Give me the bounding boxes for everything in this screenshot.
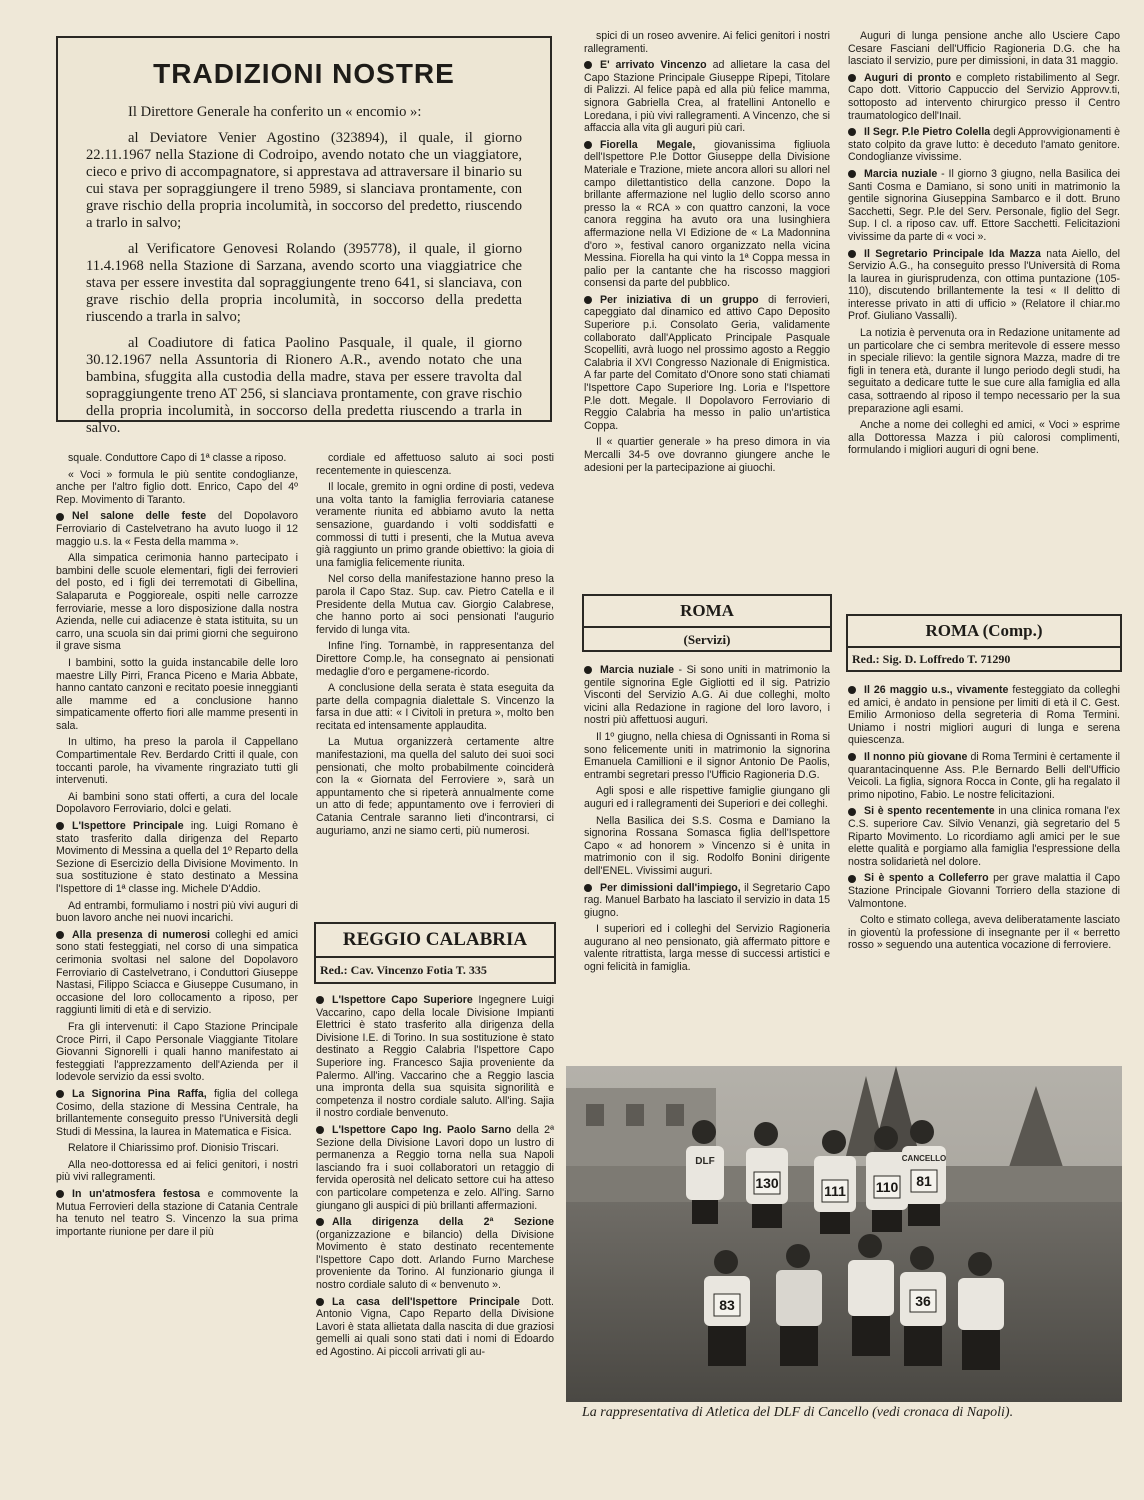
news-lead: Il nonno più giovane bbox=[864, 750, 968, 763]
bullet-icon bbox=[848, 74, 856, 82]
news-text: del Dopolavoro Ferroviario di Castelvetrano ha avuto luogo il 12 maggio u.s. la « Festa della mamma ». bbox=[56, 510, 299, 548]
column-3 bbox=[584, 30, 830, 584]
news-text: della 2ª Sezione della Divisione Lavori dopo un lustro di permanenza a Reggio torna nella sua Napoli lasciando fra i suoi collaboratori un retaggio di fervida operosità nel delicato settore cui ha atteso con particolare competenza e zelo. All'ing. Sarno giungano gli auspici di più brillanti affermazioni. bbox=[316, 1123, 554, 1212]
news-item bbox=[584, 882, 830, 920]
news-lead: Marcia nuziale bbox=[864, 167, 938, 180]
news-lead: Si è spento a Colleferro bbox=[864, 872, 989, 885]
news-item bbox=[316, 1296, 554, 1359]
tradizioni-nostre-box bbox=[56, 36, 552, 436]
news-text: (organizzazione e bilancio) della Divisione Movimento è stato destinato recentemente l'Ispettore Capo dott. Arlando Furno Marchese proveniente da Torino. Al funzionario giunga il nostro cordiale saluto di « benvenuto ». bbox=[316, 1228, 554, 1292]
tradizioni-encomio-2: al Verificatore Genovesi Rolando (395778), il quale, il giorno 11.4.1968 nella Stazione di Sarzana, avendo scorto una viaggiatrice che stava per essere investita dal sopraggiungente treno 641, si slanciava, con grave rischio della propria incolumità, in soccorso della predetta riuscendo a trarla in salvo; bbox=[86, 241, 522, 325]
news-text: degli Approvvigionamenti è stato colpito da grave lutto: è deceduto l'amato genitore. Condoglianze vivissime. bbox=[848, 126, 1121, 164]
news-item bbox=[56, 929, 298, 1017]
news-text: di Roma Termini è certamente il quarantacinquenne Ass. P.le Bernardo Belli dell'Ufficio Veicoli. La figlia, signora Rocca in Conte, gli ha regalato il primo nipotino, Fabio. Le nostre felicitazioni. bbox=[848, 750, 1120, 801]
roma-servizi-column bbox=[584, 664, 830, 1060]
bullet-icon bbox=[56, 1190, 64, 1198]
news-lead: Marcia nuziale bbox=[600, 664, 675, 676]
bullet-icon bbox=[848, 170, 856, 178]
news-text: Dott. Antonio Vigna, Capo Reparto della Divisione Lavori è stata allietata dalla nascita di due graziosi gemelli ai quali sono stati dati i nomi di Edoardo ed Agostino. Ai piccoli arrivati gli au- bbox=[316, 1295, 554, 1359]
bullet-icon bbox=[848, 808, 856, 816]
tradizioni-encomio-3: al Coadiutore di fatica Paolino Pasquale, il quale, il giorno 30.12.1967 nella Assuntoria di Rionero A.R., avendo notato che una bambina, sfuggita alla custodia della madre, stava per essere travolta dal sopraggiungente treno AT 256, si slanciava prontamente, con grave rischio della propria incolumità, in soccorso della predetta riuscendo a trarla in salvo. bbox=[86, 335, 522, 436]
bib-number: 110 bbox=[875, 1179, 899, 1195]
bullet-icon bbox=[56, 1090, 64, 1098]
news-lead: L'Ispettore Capo Ing. Paolo Sarno bbox=[332, 1123, 512, 1136]
news-item bbox=[584, 139, 830, 290]
column-4 bbox=[848, 30, 1120, 604]
news-text: festeggiato da colleghi ed amici, è andato in pensione per limiti di età il C. Gest. Emilio Armonioso della segreteria di Roma Termini. Uniamo i nostri migliori auguri di lunga e serena quiescenza. bbox=[848, 684, 1121, 747]
paragraph: Alla neo-dottoressa ed ai felici genitori, i nostri più vivi rallegramenti. bbox=[56, 1158, 298, 1184]
bib-number: 130 bbox=[755, 1175, 779, 1191]
news-lead: Alla presenza di numerosi bbox=[72, 928, 211, 941]
news-lead: La Signorina Pina Raffa, bbox=[72, 1087, 207, 1100]
bullet-icon bbox=[316, 1126, 324, 1134]
jersey-letters: DLF bbox=[695, 1156, 715, 1167]
paragraph: I bambini, sotto la guida instancabile delle loro maestre Lilly Pirri, Franca Piceno e Maria Abbate, hanno cantato canzoni e recitato poesie inneggianti alle mamme ed a conclusione hanno simpaticamente offerto fiori alle mamme presenti in sala. bbox=[56, 656, 298, 732]
column-1 bbox=[56, 452, 298, 1496]
paragraph: Ai bambini sono stati offerti, a cura del locale Dopolavoro Ferroviario, dolci e gelati. bbox=[56, 790, 298, 816]
news-item bbox=[56, 510, 298, 548]
news-item bbox=[584, 294, 830, 433]
section-editor: Red.: Cav. Vincenzo Fotia T. 335 bbox=[316, 956, 554, 982]
paragraph: Nel corso della manifestazione hanno preso la parola il Capo Staz. Sup. cav. Pietro Catella e il Presidente della Mutua cav. Giorgio Calabrese, che hanno porto ai soci pensionati l'augurio fervido di lunga vita. bbox=[316, 573, 554, 636]
news-item bbox=[848, 248, 1120, 324]
window bbox=[626, 1104, 644, 1126]
paragraph: squale. Conduttore Capo di 1ª classe a riposo. bbox=[68, 452, 287, 464]
news-item bbox=[584, 59, 830, 135]
paragraph: Auguri di lunga pensione anche allo Usciere Capo Cesare Fasciani dell'Ufficio Ragioneria D.G. che ha lasciato il servizio, pure per dimissioni, in data 31 maggio. bbox=[848, 30, 1120, 68]
news-text: figlia del collega Cosimo, della stazione di Messina Centrale, ha brillantemente conseguito presso l'Università degli Studi di Messina, la laurea in Matematica e Fisica. bbox=[56, 1087, 298, 1138]
paragraph: In ultimo, ha preso la parola il Cappellano Compartimentale Rev. Berdardo Critti il quale, con toccanti parole, ha vivamente ringraziato tutti gli intervenuti. bbox=[56, 736, 298, 787]
news-text: - Si sono uniti in matrimonio la gentile signorina Egle Gigliotti ed il sig. Patrizio Visconti del Servizio A.G. Ai due colleghi, molto vicini alla Redazione in ragione del loro lavoro, i nostri più affettuosi auguri. bbox=[584, 664, 830, 727]
news-item bbox=[848, 126, 1120, 164]
news-text: e commovente la Mutua Ferrovieri della stazione di Catania Centrale ha tenuto nel teatro S. Vincenzo la sua prima importante riunione per dare il più bbox=[56, 1188, 298, 1238]
news-item bbox=[848, 168, 1120, 244]
paragraph: Colto e stimato collega, aveva deliberatamente lasciato in gioventù la professione di insegnante per il « berretto rosso » seguendo una autentica vocazione di ferroviere. bbox=[848, 914, 1120, 952]
news-item bbox=[56, 820, 298, 896]
news-lead: L'Ispettore Capo Superiore bbox=[332, 994, 473, 1006]
paragraph: I superiori ed i colleghi del Servizio Ragioneria augurano al neo pensionato, già affermato pittore e valente ritrattista, larga messe di successi artistici e ogni felicità in famiglia. bbox=[584, 923, 830, 974]
paragraph: Agli sposi e alle rispettive famiglie giungano gli auguri ed i rallegramenti dei Superiori e dei colleghi. bbox=[584, 785, 830, 810]
bib-number: 83 bbox=[719, 1297, 735, 1313]
news-text: in una clinica romana l'ex C.S. superiore Cav. Silvio Venanzi, già segretario del 5 Riparto Movimento. Lo ricordiamo agli amici per le sue elette qualità e porgiamo alla famiglia l'espressione della nostra solidarietà nel dolore. bbox=[848, 805, 1120, 868]
paragraph: Infine l'ing. Tornambè, in rappresentanza del Direttore Comp.le, ha consegnato ai pensionati medaglie d'oro e pergamene-ricordo. bbox=[316, 640, 554, 678]
news-lead: L'Ispettore Principale bbox=[72, 820, 184, 833]
section-title: ROMA (Comp.) bbox=[925, 621, 1043, 640]
bullet-icon bbox=[316, 1298, 324, 1306]
news-text: di ferrovieri, capeggiato dal dinamico ed attivo Capo Deposito Superiore p.i. Consolato Geria, validamente collaborato dall'Applicato Principale Pasquale Scopelliti, avrà luogo nel prossimo agosto a Reggio Calabria il XVI Congresso Nazionale di Enigmistica. A far parte del Comitato d'Onore sono stati chiamati l'Ispettore Capo Superiore Ing. Loria e l'Ispettore P.le dott. Megale. Il Dopolavoro Ferroviario di Reggio Calabria ha messo in palio un'artistica Coppa. bbox=[584, 293, 830, 432]
paragraph: La Mutua organizzerà certamente altre manifestazioni, ma quella del saluto dei suoi soci pensionati, che molto probabilmente coinciderà con la « Giornata del Ferroviere », sarà un appuntamento che si ripeterà annualmente come un atto di fede; appuntamento ove i ferrovieri di Catania Centrale saranno lieti d'incontrarsi, ci auguriamo, anzi ne siamo certi, più numerosi. bbox=[316, 736, 554, 837]
news-lead: E' arrivato Vincenzo bbox=[600, 59, 707, 72]
news-item bbox=[584, 664, 830, 727]
bullet-icon bbox=[848, 875, 856, 883]
window bbox=[586, 1104, 604, 1126]
news-item bbox=[56, 1088, 298, 1138]
paragraph: Fra gli intervenuti: il Capo Stazione Principale Croce Pirri, il Capo Personale Viaggiante Titolare Giovanni Signorelli i quali hanno manifestato ai festeggiati l'apprezzamento dell'Azienda per il lodevole servizio da essi svolto. bbox=[56, 1020, 298, 1084]
news-text: Ingegnere Luigi Vaccarino, capo della locale Divisione Impianti Elettrici è stato trasferito alla dirigenza della Divisione I.E. di Torino. In sua sostituzione è stato destinato a Reggio Calabria l'Ispettore Capo Superiore ing. Francesco Sajia proveniente da Palermo. All'ing. Vaccarino che a Reggio lascia una impronta della sua squisita signorilità e competenza il nostro cordiale saluto. All'ing. Sajia il nostro cordiale benvenuto. bbox=[316, 994, 554, 1120]
section-editor: Red.: Sig. D. Loffredo T. 71290 bbox=[848, 646, 1120, 670]
window bbox=[666, 1104, 684, 1126]
bullet-icon bbox=[584, 296, 592, 304]
paragraph: Il locale, gremito in ogni ordine di posti, vedeva una volta tanto la famiglia ferroviaria catanese veramente riunita ed abbiamo avuto la netta sensazione, guardando i volti soddisfatti e commossi di tutti i presenti, che la Mutua aveva già raggiunto un primo grande obiettivo: la gioia di una famiglia felicemente riunita. bbox=[316, 481, 554, 569]
news-lead: In un'atmosfera festosa bbox=[72, 1188, 201, 1201]
news-text: colleghi ed amici sono stati festeggiati, nel corso di una simpatica cerimonia svoltasi nel salone del Dopolavoro Ferroviario di Castelvetrano, i Conduttori Giuseppe Nastasi, Filippo Sciacca e Giuseppe Cusumano, in occasione del loro collocamento a riposo, per raggiunti limiti di età e di servizio. bbox=[56, 928, 298, 1017]
news-item bbox=[56, 1188, 298, 1238]
bullet-icon bbox=[848, 250, 856, 258]
tradizioni-title: TRADIZIONI NOSTRE bbox=[153, 58, 455, 89]
news-text: nata Aiello, del Servizio A.G., ha conseguito presso l'Università di Roma la laurea in giurisprudenza, con ottima puntazione (105-110), discutendo brillantemente la tesi « Il delitto di interesse privato in atti di ufficio » (Relatore il chiar.mo Prof. Giuliano Vassalli). bbox=[848, 247, 1120, 323]
news-lead: Il Segretario Principale Ida Mazza bbox=[864, 247, 1041, 260]
paragraph: spici di un roseo avvenire. Ai felici genitori i nostri rallegramenti. bbox=[584, 30, 830, 55]
news-text: ad allietare la casa del Capo Stazione Principale Giuseppe Ripepi, Titolare di Palizzi. Al felice papà ed alla più felice mamma, signora Gabriella Crea, al fratellini Antonello e Loredana, i più vivi rallegramenti. A Vincenzo, che si affaccia alla vita gli auguri più cari. bbox=[584, 59, 831, 135]
news-item bbox=[848, 751, 1120, 801]
news-lead: Per iniziativa di un gruppo bbox=[600, 293, 759, 306]
paragraph: A conclusione della serata è stata eseguita da parte della compagnia dialettale S. Vincenzo la farsa in due atti: « I Civitoli in pretura », molto ben recitata ed intensamente applaudita. bbox=[316, 682, 554, 732]
roma-comp-header bbox=[846, 614, 1122, 672]
news-item bbox=[848, 872, 1120, 910]
tradizioni-intro: Il Direttore Generale ha conferito un « encomio »: bbox=[128, 104, 422, 120]
bullet-icon bbox=[848, 753, 856, 761]
paragraph: Il « quartier generale » ha preso dimora in via Mercalli 34-5 ove dovranno giungere anche le adesioni per la partecipazione ai giuochi. bbox=[584, 436, 830, 474]
roma-servizi-header bbox=[582, 594, 832, 652]
news-lead: Fiorella Megale, bbox=[600, 138, 696, 151]
tradizioni-encomio-1: al Deviatore Venier Agostino (323894), il quale, il giorno 22.11.1967 nella Stazione di Codroipo, avendo notato che un viaggiatore, cieco e privo di accompagnatore, si apprestava ad attraversare il binario su cui stava per sopraggiungere il treno 5989, si slanciava prontamente, con grave rischio della propria incolumità, in soccorso del predetto, riuscendo a trarlo in salvo; bbox=[86, 130, 522, 231]
news-item bbox=[316, 1216, 554, 1292]
paragraph: La notizia è pervenuta ora in Redazione unitamente ad un particolare che ci sembra meritevole di essere messo in speciale rilievo: la gentile signora Mazza, madre di tre figli in tenera età, durante il lungo periodo degli studi, ha seguitato a dedicare tutte le sue cure alla famiglia ed alla casa, sottraendo al riposo il tempo necessario per la sua preparazione agli esami. bbox=[848, 327, 1120, 415]
news-lead: Alla dirigenza della 2ª Sezione bbox=[332, 1216, 554, 1229]
column-2 bbox=[316, 452, 554, 912]
bullet-icon bbox=[584, 61, 592, 69]
section-title: REGGIO CALABRIA bbox=[342, 929, 528, 950]
bullet-icon bbox=[848, 128, 856, 136]
news-lead: Il Segr. P.le Pietro Colella bbox=[864, 126, 991, 139]
news-text: ing. Luigi Romano è stato trasferito dalla dirigenza del Reparto Movimento di Messina a quella del 1º Reparto della Sezione di Esercizio della Divisione Movimento. In sua sostituzione è stato destinato a Messina l'Ispettore di 1ª classe ing. Michele D'Addio. bbox=[56, 820, 299, 895]
news-item bbox=[316, 994, 554, 1120]
news-text: il Segretario Capo rag. Manuel Barbato ha lasciato il servizio in data 15 giugno. bbox=[584, 881, 830, 919]
photo-caption: La rappresentativa di Atletica del DLF di Cancello (vedi cronaca di Napoli). bbox=[582, 1405, 1014, 1420]
paragraph: Nella Basilica dei S.S. Cosma e Damiano la signorina Rossana Somasca figlia dell'Ispettore Capo « ad honorem » Vincenzo si è unita in matrimonio con il sig. Rodolfo Bonini dirigente dell'ENEL. Vivissimi auguri. bbox=[584, 814, 830, 877]
bib-number: 81 bbox=[916, 1173, 932, 1189]
news-text: e completo ristabilimento al Segr. Capo dott. Vittorio Cappuccio del Servizio Approvv.ti, sottoposto ad intervento chirurgico presso il Centro traumatologico dell'Inail. bbox=[848, 71, 1121, 122]
roma-comp-column bbox=[848, 684, 1120, 1060]
team-photo bbox=[566, 1066, 1122, 1402]
news-lead: Nel salone delle feste bbox=[72, 510, 207, 523]
paragraph: Alla simpatica cerimonia hanno partecipato i bambini delle scuole elementari, figli dei ferrovieri del posto, ed i figli dei terremotati di Gibellina, Salaparuta e Poggioreale, ospiti nelle carrozze ferroviarie, messe a loro disposizione dalla nostra Azienda, nelle cui adiacenze è stata istituita, su un carro, una scuola sin dai primi giorni che seguirono il grave sisma bbox=[56, 552, 298, 653]
news-lead: La casa dell'Ispettore Principale bbox=[332, 1295, 520, 1308]
news-lead: Auguri di pronto bbox=[864, 71, 951, 84]
news-item bbox=[848, 684, 1120, 747]
news-lead: Per dimissioni dall'impiego, bbox=[600, 881, 741, 894]
news-item bbox=[848, 72, 1120, 122]
news-item bbox=[316, 1124, 554, 1212]
team-photo-illustration bbox=[566, 1066, 1122, 1402]
section-subtitle: (Servizi) bbox=[584, 626, 830, 652]
bullet-icon bbox=[584, 141, 592, 149]
paragraph: cordiale ed affettuoso saluto ai soci posti recentemente in quiescenza. bbox=[316, 452, 554, 477]
paragraph: Anche a nome dei colleghi ed amici, « Voci » esprime alla Dottoressa Mazza i più calorosi complimenti, formulando i migliori auguri di ogni bene. bbox=[848, 419, 1120, 457]
paragraph: « Voci » formula le più sentite condoglianze, anche per l'altro figlio dott. Enrico, Capo del 4º Rep. Movimento di Taranto. bbox=[56, 468, 298, 506]
bullet-icon bbox=[56, 513, 64, 521]
paragraph: Ad entrambi, formuliamo i nostri più vivi auguri di buon lavoro anche nei nuovi incarichi. bbox=[56, 899, 298, 925]
news-text: per grave malattia il Capo Stazione Principale Giovanni Torriero della stazione di Valmontone. bbox=[848, 872, 1121, 910]
bullet-icon bbox=[56, 931, 64, 939]
news-lead: Si è spento recentemente bbox=[864, 805, 995, 818]
paragraph: Relatore il Chiarissimo prof. Dionisio Triscari. bbox=[68, 1142, 279, 1155]
section-title: ROMA bbox=[680, 601, 734, 620]
paragraph: Il 1º giugno, nella chiesa di Ognissanti in Roma si sono felicemente uniti in matrimonio la signorina Emanuela Camillioni e il signor Antonio De Paolis, entrambi segretari presso l'Ufficio Ragioneria D.G. bbox=[584, 730, 830, 781]
bullet-icon bbox=[316, 996, 324, 1004]
bullet-icon bbox=[316, 1218, 324, 1226]
bullet-icon bbox=[56, 822, 64, 830]
news-item bbox=[848, 805, 1120, 868]
news-text: - Il giorno 3 giugno, nella Basilica dei Santi Cosma e Damiano, si sono uniti in matrimonio la gentile signorina Giuseppina Sambarco e il dott. Bruno Sacchetti, Segr. P.le del Serv. Personale, figlio del Segr. Sup. I cl. a riposo cav. uff. Ettore Sacchetti. Felicitazioni vivissime da parte di « voci ». bbox=[848, 167, 1120, 243]
jersey-club: CANCELLO bbox=[901, 1154, 947, 1163]
news-text: giovanissima figliuola dell'Ispettore P.le Dottor Giuseppe della Divisione Materiale e Trazione, miete ancora allori su allori nel campo dilettantistico della canzone. Dopo la brillante affermazione nel luglio dello scorso anno presso la « RCA » con quattro canzoni, la voce canora reggina ha avuto ora una lusinghiera affermazione nella VI Edizione de « La Madonnina d'oro », festival canoro organizzato nella vicina Messina. Fiorella ha qui vinto la 1ª Coppa messa in palio per la cantante che ha riscosso maggiori consensi da parte del pubblico. bbox=[584, 138, 831, 290]
reggio-calabria-header bbox=[314, 922, 556, 984]
bib-number: 111 bbox=[824, 1183, 846, 1199]
reggio-calabria-column bbox=[316, 994, 554, 1496]
bullet-icon bbox=[584, 666, 592, 674]
bib-number: 36 bbox=[915, 1293, 931, 1309]
bullet-icon bbox=[848, 686, 856, 694]
bullet-icon bbox=[584, 884, 592, 892]
news-lead: Il 26 maggio u.s., vivamente bbox=[864, 684, 1009, 696]
